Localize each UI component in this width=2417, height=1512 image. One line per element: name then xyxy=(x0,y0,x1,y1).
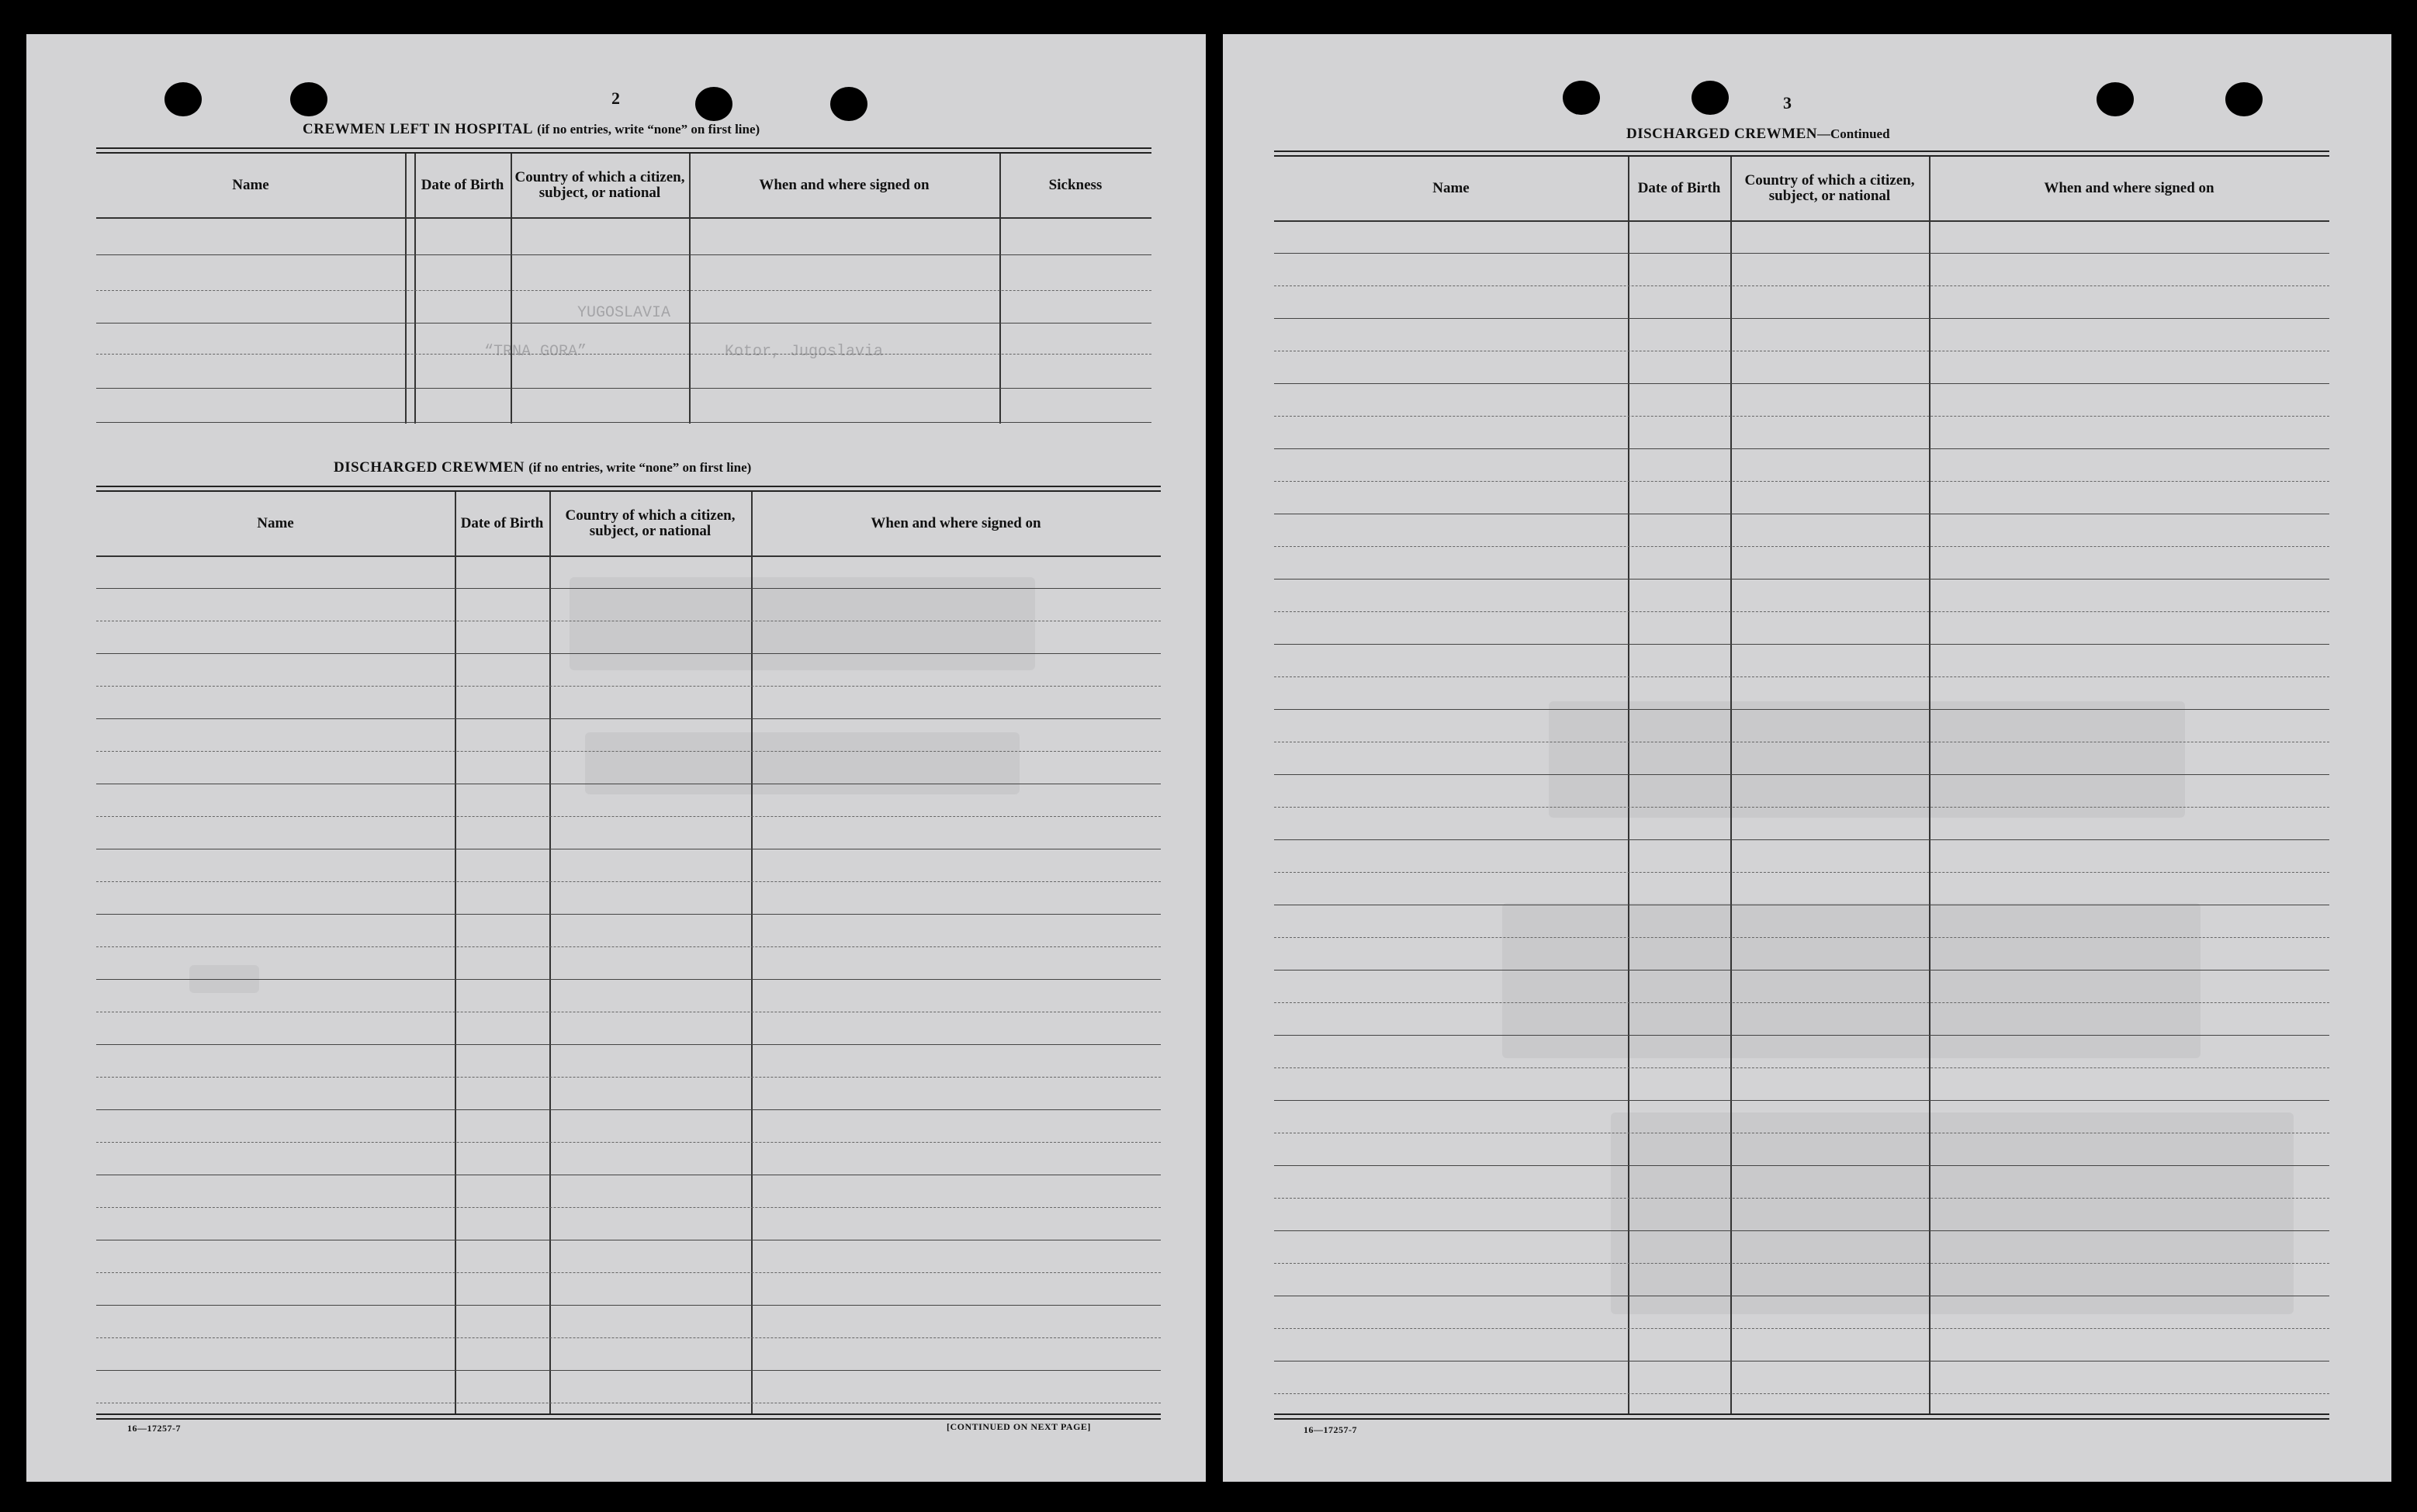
row-line xyxy=(1274,416,2329,417)
bottom-rule xyxy=(96,1413,1161,1420)
col-header-signed-on: When and where signed on xyxy=(2044,180,2214,196)
row-line xyxy=(1274,253,2329,254)
row-line xyxy=(1274,1035,2329,1036)
hospital-title-note: (if no entries, write “none” on first line) xyxy=(537,122,760,137)
row-line xyxy=(96,1142,1161,1143)
punch-hole xyxy=(695,87,732,121)
row-line xyxy=(96,979,1161,980)
section-rule xyxy=(96,147,1151,154)
col-header-date-of-birth: Date of Birth xyxy=(421,177,504,193)
hospital-title-text: CREWMEN LEFT IN HOSPITAL xyxy=(303,121,533,137)
discharged-title-text: DISCHARGED CREWMEN xyxy=(1626,126,1817,142)
punch-hole xyxy=(164,82,202,116)
col-header-sickness: Sickness xyxy=(1048,177,1103,193)
discharged-section-title xyxy=(334,459,751,476)
column-divider xyxy=(1628,157,1629,1413)
row-line xyxy=(96,1272,1161,1273)
col-header-date-of-birth: Date of Birth xyxy=(460,515,544,531)
row-line xyxy=(1274,937,2329,938)
punch-hole xyxy=(2097,82,2134,116)
col-header-name: Name xyxy=(232,177,269,193)
row-line xyxy=(1274,709,2329,710)
col-header-signed-on: When and where signed on xyxy=(759,177,930,193)
bleed-text: Kotor, Jugoslavia xyxy=(725,343,884,361)
row-line xyxy=(96,1077,1161,1078)
row-line xyxy=(1274,318,2329,319)
row-line xyxy=(1274,774,2329,775)
row-line xyxy=(1274,546,2329,547)
section-rule xyxy=(96,486,1161,492)
row-line xyxy=(1274,611,2329,612)
row-line xyxy=(96,881,1161,882)
col-header-country: Country of which a citizen, subject, or national xyxy=(565,507,736,539)
hospital-section-title xyxy=(303,121,760,138)
row-line xyxy=(1274,1198,2329,1199)
page-number: 3 xyxy=(1783,93,1792,112)
discharged-continued-table xyxy=(1274,157,2329,1413)
row-line xyxy=(96,686,1161,687)
row-line xyxy=(1274,872,2329,873)
discharged-continued-title xyxy=(1626,126,1890,143)
left-page xyxy=(26,34,1206,1482)
bleed-text: “TRNA GORA” xyxy=(484,343,587,361)
row-line xyxy=(1274,1067,2329,1068)
punch-hole xyxy=(290,82,327,116)
row-line xyxy=(1274,1393,2329,1394)
col-header-country: Country of which a citizen, subject, or national xyxy=(514,169,685,201)
row-line xyxy=(96,1337,1161,1338)
column-divider xyxy=(405,154,407,424)
form-number: 16—17257-7 xyxy=(1304,1424,1357,1435)
row-line xyxy=(1274,970,2329,971)
col-header-signed-on: When and where signed on xyxy=(871,515,1041,531)
column-divider xyxy=(1730,157,1732,1413)
col-header-name: Name xyxy=(257,515,294,531)
row-line xyxy=(1274,579,2329,580)
row-line xyxy=(96,323,1151,324)
page-number: 2 xyxy=(611,88,620,108)
row-line xyxy=(1274,839,2329,840)
col-header-country: Country of which a citizen, subject, or national xyxy=(1744,172,1915,204)
punch-hole xyxy=(1563,81,1600,115)
continued-note: [CONTINUED ON NEXT PAGE] xyxy=(947,1421,1091,1432)
discharged-title-text: DISCHARGED CREWMEN xyxy=(334,459,525,476)
row-line xyxy=(1274,1263,2329,1264)
row-line xyxy=(96,1370,1161,1371)
continued-text: —Continued xyxy=(1817,126,1890,141)
row-line xyxy=(96,1044,1161,1045)
row-line xyxy=(1274,481,2329,482)
form-number: 16—17257-7 xyxy=(127,1423,181,1434)
row-line xyxy=(96,354,1151,355)
row-line xyxy=(1274,644,2329,645)
right-page xyxy=(1223,34,2391,1482)
punch-hole xyxy=(1692,81,1729,115)
row-line xyxy=(1274,1230,2329,1231)
row-line xyxy=(96,290,1151,291)
punch-hole xyxy=(830,87,867,121)
row-line xyxy=(96,588,1161,589)
discharged-title-note: (if no entries, write “none” on first line) xyxy=(528,460,752,475)
discharged-table xyxy=(96,492,1161,1415)
row-line xyxy=(1274,676,2329,677)
row-line xyxy=(96,816,1161,817)
row-line xyxy=(96,1109,1161,1110)
row-line xyxy=(1274,1002,2329,1003)
row-line xyxy=(96,653,1161,654)
row-line xyxy=(1274,1100,2329,1101)
col-header-name: Name xyxy=(1432,180,1470,196)
column-divider xyxy=(751,492,753,1415)
row-line xyxy=(96,254,1151,255)
row-line xyxy=(96,388,1151,389)
column-divider xyxy=(549,492,551,1415)
row-line xyxy=(1274,1328,2329,1329)
row-line xyxy=(1274,285,2329,286)
bleed-text: YUGOSLAVIA xyxy=(577,304,671,322)
row-line xyxy=(96,422,1151,423)
row-line xyxy=(1274,1165,2329,1166)
row-line xyxy=(96,946,1161,947)
row-line xyxy=(96,718,1161,719)
row-line xyxy=(96,1207,1161,1208)
column-divider xyxy=(1929,157,1930,1413)
punch-hole xyxy=(2225,82,2263,116)
row-line xyxy=(96,914,1161,915)
col-header-date-of-birth: Date of Birth xyxy=(1637,180,1721,196)
section-rule xyxy=(1274,151,2329,157)
row-line xyxy=(1274,383,2329,384)
hospital-table xyxy=(96,154,1151,424)
row-line xyxy=(1274,448,2329,449)
bottom-rule xyxy=(1274,1413,2329,1420)
column-divider xyxy=(455,492,456,1415)
row-line xyxy=(96,1305,1161,1306)
row-line xyxy=(1274,807,2329,808)
row-line xyxy=(96,751,1161,752)
